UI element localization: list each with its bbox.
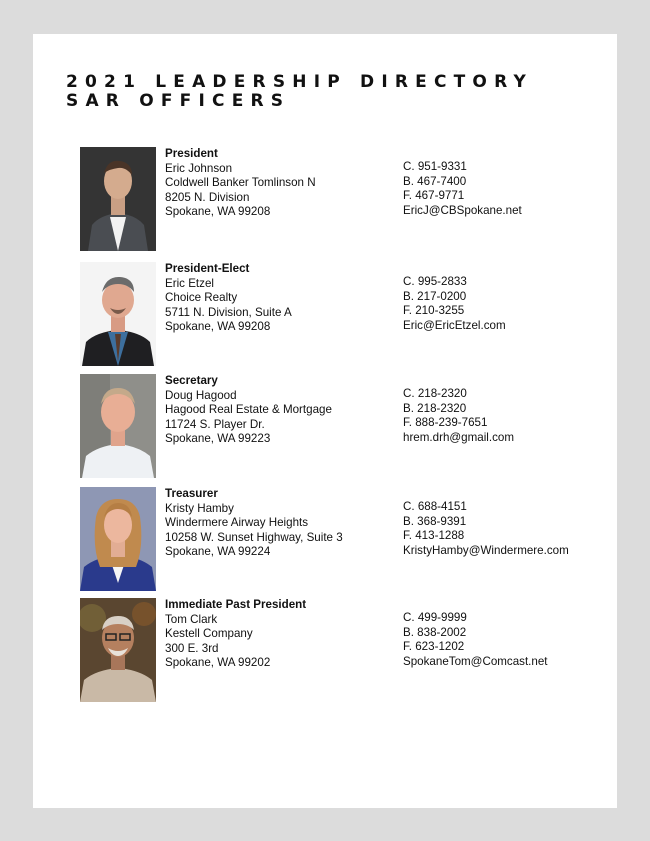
officer-address: 10258 W. Sunset Highway, Suite 3 — [165, 530, 343, 544]
officer-entry-president — [33, 147, 617, 257]
officer-cell: C. 688-4151 — [403, 500, 467, 513]
officer-entry-president-elect — [33, 262, 617, 372]
officer-city: Spokane, WA 99208 — [165, 205, 271, 218]
officer-name: Tom Clark — [165, 612, 218, 626]
officer-entry-treasurer — [33, 487, 617, 597]
officer-address: 8205 N. Division — [165, 190, 250, 204]
portrait-image — [80, 374, 156, 478]
officer-info — [165, 147, 316, 220]
officer-cell: C. 995-2833 — [403, 275, 467, 288]
officer-city: Spokane, WA 99224 — [165, 545, 271, 558]
officer-city: Spokane, WA 99202 — [165, 656, 271, 669]
officer-photo — [80, 147, 156, 251]
officer-photo — [80, 374, 156, 478]
officer-info — [165, 374, 332, 447]
officer-contact — [403, 160, 522, 218]
officer-fax: F. 210-3255 — [403, 304, 465, 317]
officer-fax: F. 413-1288 — [403, 529, 465, 542]
officer-address: 5711 N. Division, Suite A — [165, 305, 292, 319]
officer-fax: F. 888-239-7651 — [403, 416, 488, 429]
title-line-2: SAR OFFICERS — [66, 91, 291, 111]
officer-fax: F. 467-9771 — [403, 189, 465, 202]
officer-cell: C. 499-9999 — [403, 611, 467, 624]
officer-company: Hagood Real Estate & Mortgage — [165, 403, 332, 416]
directory-page — [33, 34, 617, 808]
officer-entry-immediate-past-president — [33, 598, 617, 708]
officer-contact — [403, 611, 548, 669]
officer-role: Immediate Past President — [165, 598, 307, 611]
portrait-image — [80, 147, 156, 251]
officer-photo — [80, 262, 156, 366]
officer-business-phone: B. 838-2002 — [403, 625, 467, 639]
officer-business-phone: B. 218-2320 — [403, 401, 467, 415]
officer-name: Eric Johnson — [165, 161, 233, 175]
officer-fax: F. 623-1202 — [403, 640, 465, 653]
officer-name: Doug Hagood — [165, 388, 237, 402]
officer-city: Spokane, WA 99223 — [165, 432, 271, 445]
officer-info — [165, 598, 306, 671]
officer-company: Kestell Company — [165, 627, 253, 640]
officer-company: Choice Realty — [165, 291, 238, 304]
officer-role: President-Elect — [165, 262, 250, 275]
officer-company: Coldwell Banker Tomlinson N — [165, 176, 316, 189]
document-title — [66, 73, 533, 111]
officer-email[interactable]: Eric@EricEtzel.com — [403, 318, 506, 332]
officer-info — [165, 262, 292, 335]
officer-cell: C. 951-9331 — [403, 160, 467, 173]
officer-name: Kristy Hamby — [165, 501, 234, 515]
officer-address: 11724 S. Player Dr. — [165, 417, 265, 431]
officer-contact — [403, 387, 514, 445]
title-line-1: 2021 LEADERSHIP DIRECTORY — [66, 72, 533, 92]
officer-role: President — [165, 147, 218, 160]
officer-business-phone: B. 217-0200 — [403, 289, 467, 303]
officer-city: Spokane, WA 99208 — [165, 320, 271, 333]
officer-info — [165, 487, 343, 560]
officer-cell: C. 218-2320 — [403, 387, 467, 400]
officer-business-phone: B. 368-9391 — [403, 514, 467, 528]
officer-company: Windermere Airway Heights — [165, 516, 309, 529]
officer-contact — [403, 275, 506, 333]
portrait-image — [80, 598, 156, 702]
officer-email[interactable]: EricJ@CBSpokane.net — [403, 203, 522, 217]
officer-photo — [80, 487, 156, 591]
officer-business-phone: B. 467-7400 — [403, 174, 467, 188]
officer-entry-secretary — [33, 374, 617, 484]
portrait-image — [80, 487, 156, 591]
officer-email[interactable]: KristyHamby@Windermere.com — [403, 543, 569, 557]
portrait-image — [80, 262, 156, 366]
officer-email[interactable]: SpokaneTom@Comcast.net — [403, 654, 548, 668]
officer-contact — [403, 500, 569, 558]
officer-photo — [80, 598, 156, 702]
officer-address: 300 E. 3rd — [165, 641, 219, 655]
officer-name: Eric Etzel — [165, 276, 214, 290]
officer-email[interactable]: hrem.drh@gmail.com — [403, 430, 514, 444]
officer-role: Treasurer — [165, 487, 218, 500]
officer-role: Secretary — [165, 374, 218, 387]
